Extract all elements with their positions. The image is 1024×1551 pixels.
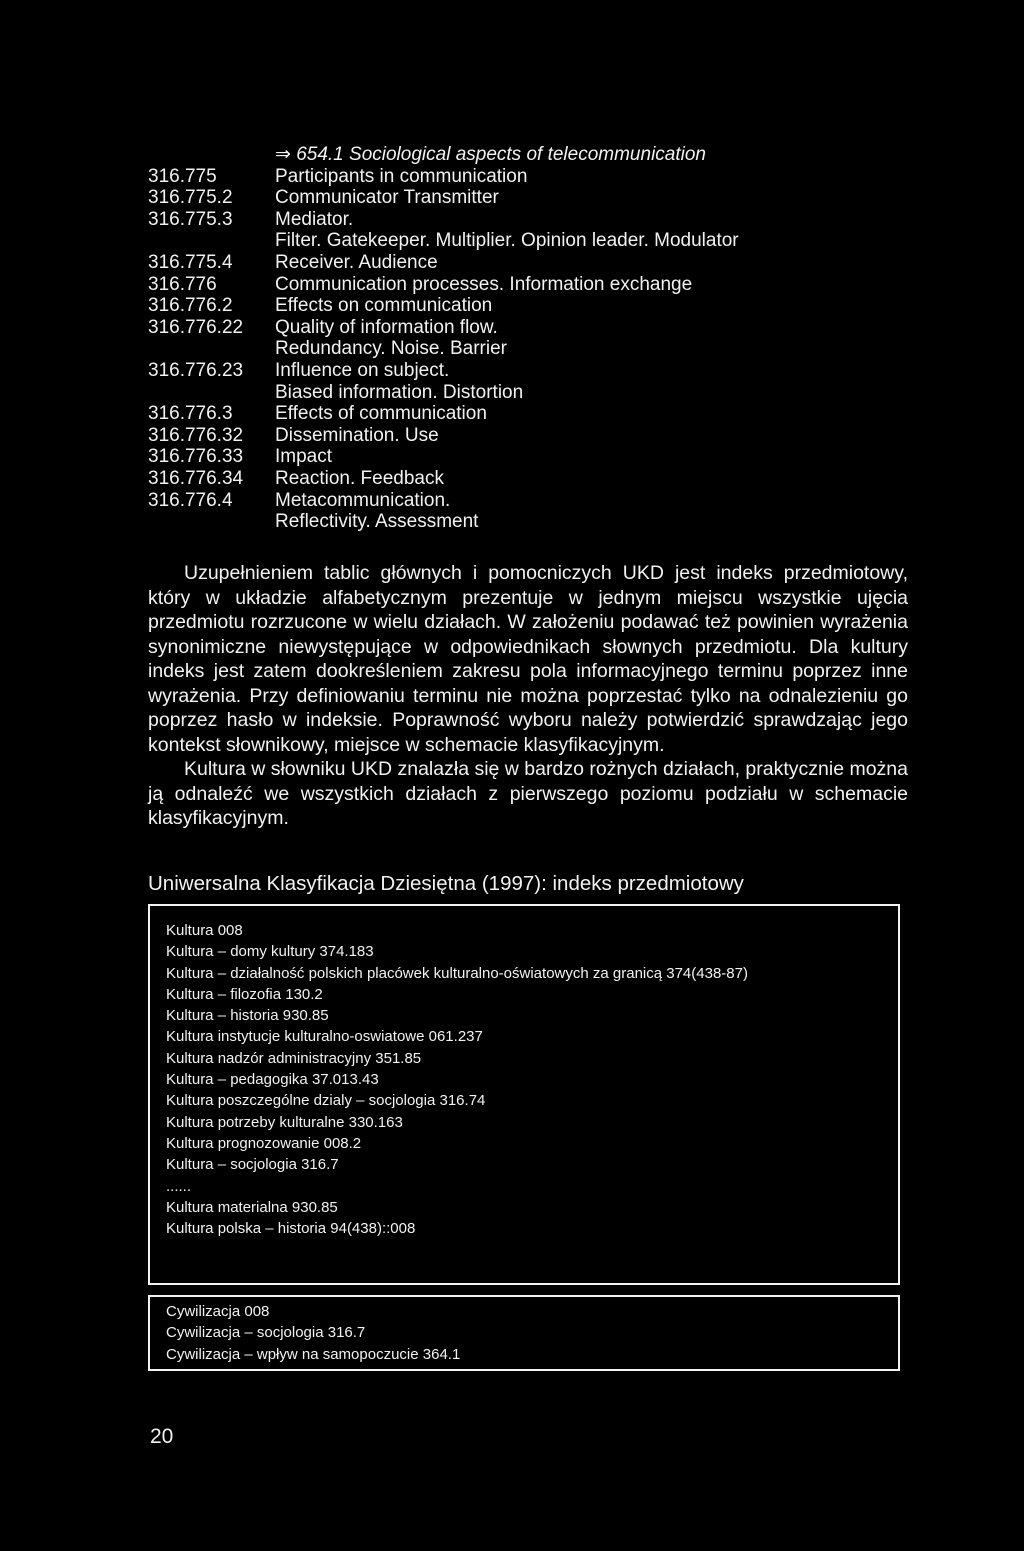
udc-label: Filter. Gatekeeper. Multiplier. Opinion leader. Modulator (275, 230, 739, 252)
body-text (148, 561, 908, 831)
classification-row (148, 446, 739, 468)
index-entry: Kultura – działalność polskich placówek kulturalno-oświatowych za granicą 374(438-87) (166, 964, 748, 982)
udc-label: Communicator Transmitter (275, 187, 499, 209)
classification-row (148, 490, 739, 512)
udc-label: Communication processes. Information exchange (275, 273, 693, 295)
cross-reference: ⇒ 654.1 Sociological aspects of telecommunication (275, 144, 706, 165)
udc-code (148, 338, 275, 360)
classification-row (148, 338, 739, 360)
classification-row (148, 166, 739, 188)
cywilizacja-index-box (148, 1295, 900, 1371)
index-entry: Kultura – domy kultury 374.183 (166, 943, 374, 961)
udc-label: Receiver. Audience (275, 251, 438, 273)
page-number: 20 (150, 1425, 174, 1448)
classification-row (148, 209, 739, 231)
udc-label: Metacommunication. (275, 489, 451, 511)
index-entry: Kultura – historia 930.85 (166, 1007, 329, 1025)
index-entry: Kultura materialna 930.85 (166, 1198, 338, 1216)
classification-row (148, 230, 739, 252)
index-entry: Kultura – socjologia 316.7 (166, 1156, 339, 1174)
udc-label: Dissemination. Use (275, 424, 439, 446)
udc-code (148, 511, 275, 533)
udc-label: Reflectivity. Assessment (275, 511, 479, 533)
index-ellipsis: ...... (166, 1177, 192, 1195)
classification-row (148, 252, 739, 274)
udc-code: 316.776.34 (148, 467, 244, 489)
body-paragraph: Uzupełnieniem tablic głównych i pomocniczych UKD jest indeks przedmiotowy, który w układzie alfabetycznym prezentuje w jednym miejscu wszystkie ujęcia przedmiotu rozrzucone w wielu działach. W założeniu podawać też powinien wyrażenia synonimiczne niewystępujące w odpowiednikach słownych przedmiotu. Dla kultury indeks jest zatem dookreśleniem zakresu pola informacyjnego terminu poprzez inne wyrażenia. Przy definiowaniu terminu nie można poprzestać tylko na odnalezieniu go poprzez hasło w indeksie. Poprawność wyboru należy potwierdzić sprawdzając jego kontekst słownikowy, miejsce w schemacie klasyfikacyjnym. (148, 562, 908, 756)
udc-code: 316.775 (148, 165, 217, 187)
udc-label: Redundancy. Noise. Barrier (275, 338, 507, 360)
classification-row (148, 511, 739, 533)
udc-code (148, 382, 275, 404)
index-entry: Kultura instytucje kulturalno-oswiatowe 061.237 (166, 1028, 483, 1046)
udc-code: 316.776.33 (148, 446, 244, 468)
classification-row (148, 295, 739, 317)
classification-row (148, 468, 739, 490)
udc-code: 316.776.3 (148, 403, 233, 425)
udc-code: 316.775.2 (148, 187, 233, 209)
kultura-index-box (148, 904, 900, 1285)
udc-code: 316.776.4 (148, 489, 233, 511)
index-entry: Kultura – filozofia 130.2 (166, 985, 323, 1003)
udc-code: 316.776.32 (148, 424, 244, 446)
udc-code (148, 230, 275, 252)
index-entry: Cywilizacja – socjologia 316.7 (166, 1324, 366, 1342)
udc-code: 316.775.3 (148, 208, 233, 230)
index-entry: Kultura nadzór administracyjny 351.85 (166, 1049, 422, 1067)
classification-row (148, 382, 739, 404)
classification-row (148, 317, 739, 339)
udc-label: Participants in communication (275, 165, 528, 187)
classification-row (148, 403, 739, 425)
index-entry: Kultura 008 (166, 922, 243, 939)
udc-label: Effects of communication (275, 403, 487, 425)
index-entry: Cywilizacja – wpływ na samopoczucie 364.1 (166, 1345, 461, 1363)
classification-row (148, 425, 739, 447)
udc-code: 316.776 (148, 273, 217, 295)
udc-code: 316.776.2 (148, 295, 233, 317)
index-entry: Kultura poszczególne dzialy – socjologia 316.74 (166, 1092, 486, 1110)
udc-label: Mediator. (275, 208, 354, 230)
classification-list (148, 144, 739, 533)
udc-code: 316.776.23 (148, 359, 244, 381)
udc-label: Quality of information flow. (275, 316, 498, 338)
index-entry: Kultura – pedagogika 37.013.43 (166, 1071, 379, 1089)
udc-label: Influence on subject. (275, 359, 450, 381)
body-paragraph: Kultura w słowniku UKD znalazła się w bardzo rożnych działach, praktycznie można ją odnaleźć we wszystkich działach z pierwszego poziomu podziału w schemacie klasyfikacyjnym. (148, 758, 908, 829)
udc-code: 316.776.22 (148, 316, 244, 338)
classification-row (148, 187, 739, 209)
index-entry: Kultura polska – historia 94(438)::008 (166, 1220, 416, 1238)
index-title: Uniwersalna Klasyfikacja Dziesiętna (1997): indeks przedmiotowy (148, 872, 744, 895)
index-entry: Cywilizacja 008 (166, 1303, 270, 1320)
classification-row (148, 360, 739, 382)
udc-label: Biased information. Distortion (275, 381, 524, 403)
udc-label: Effects on communication (275, 295, 493, 317)
udc-code: 316.775.4 (148, 251, 233, 273)
udc-label: Reaction. Feedback (275, 467, 444, 489)
classification-row (148, 274, 739, 296)
udc-label: Impact (275, 446, 333, 468)
index-entry: Kultura potrzeby kulturalne 330.163 (166, 1113, 403, 1131)
index-entry: Kultura prognozowanie 008.2 (166, 1134, 362, 1152)
